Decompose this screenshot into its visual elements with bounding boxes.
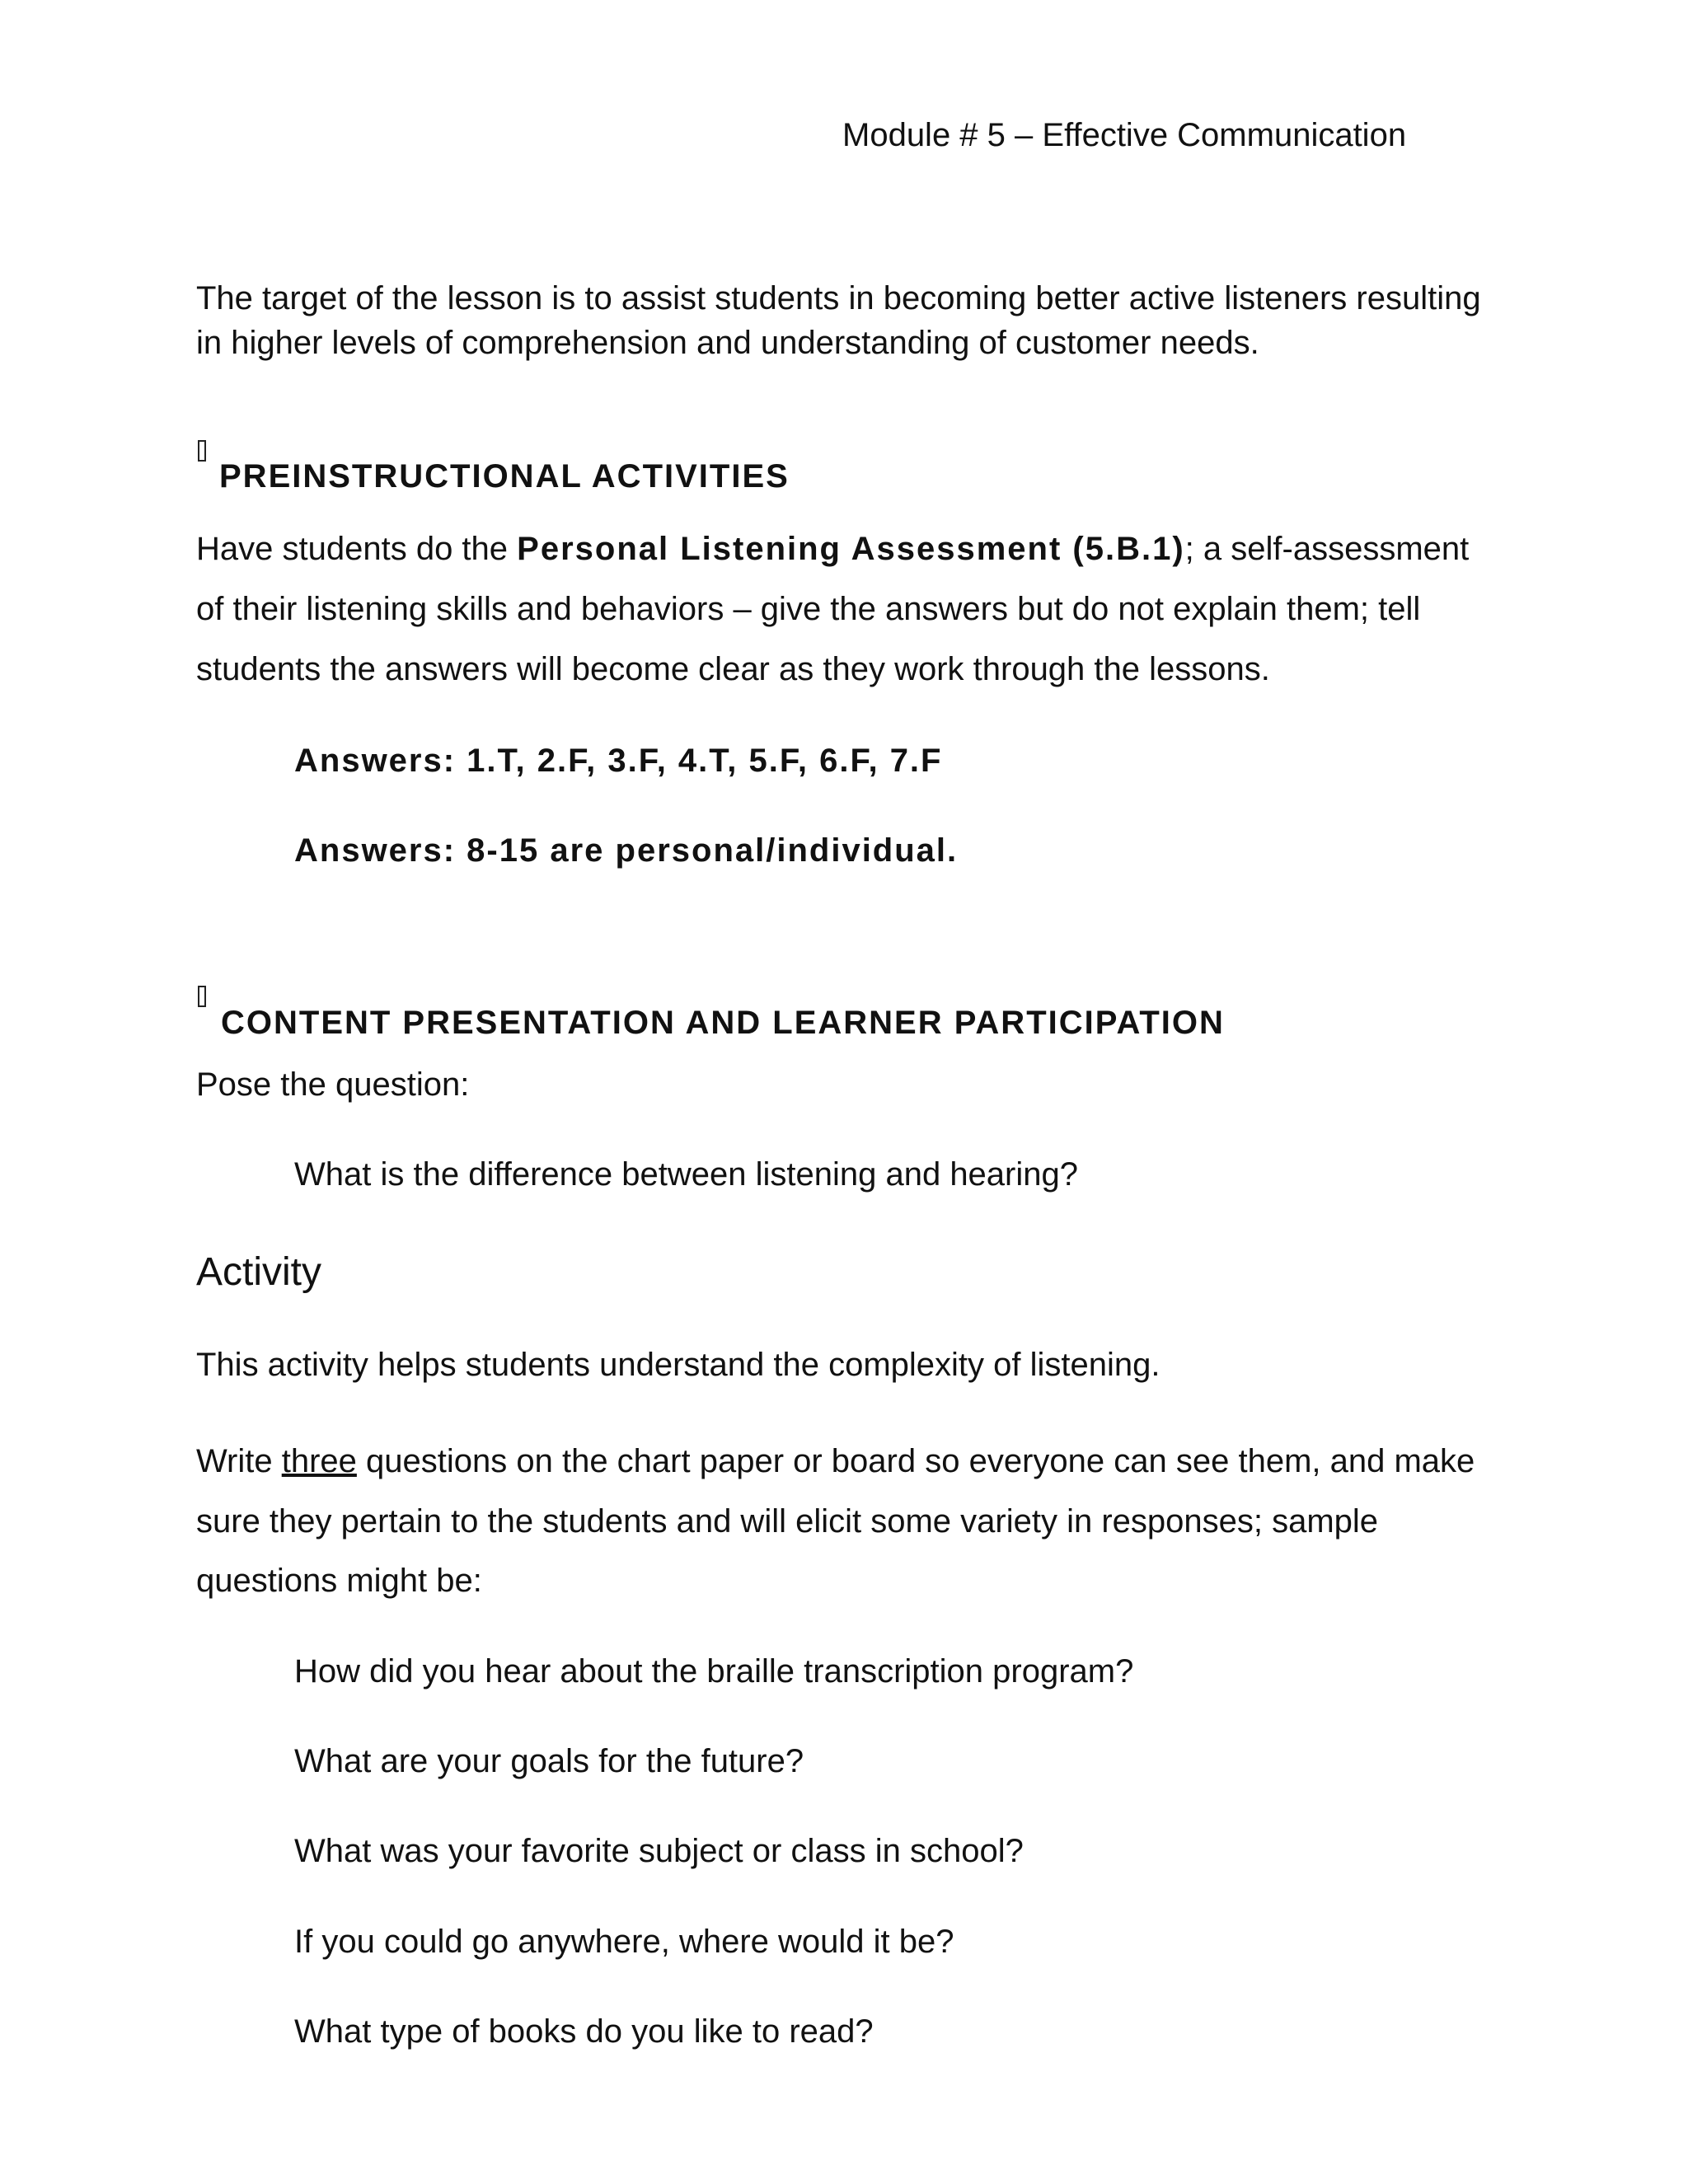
activity-write-line-1 <box>196 1445 1475 1478</box>
sample-question: How did you hear about the braille transcription program? <box>294 1653 1134 1690</box>
posed-question: What is the difference between listening and hearing? <box>294 1156 1078 1193</box>
bullet-box-icon <box>198 440 206 462</box>
write-text-after: questions on the chart paper or board so everyone can see them, and make <box>356 1443 1475 1479</box>
module-header: Module # 5 – Effective Communication <box>842 117 1407 153</box>
intro-line-2: in higher levels of comprehension and understanding of customer needs. <box>196 325 1259 361</box>
preinstructional-para-line-1 <box>196 532 1469 565</box>
write-text-before: Write <box>196 1443 282 1479</box>
preinstructional-para-line-3: students the answers will become clear as they work through the lessons. <box>196 651 1270 687</box>
sample-question: What are your goals for the future? <box>294 1743 804 1779</box>
sample-question: What was your favorite subject or class in school? <box>294 1833 1024 1869</box>
pose-question-label: Pose the question: <box>196 1066 470 1103</box>
activity-write-line-2: sure they pertain to the students and will elicit some variety in responses; sample <box>196 1503 1379 1540</box>
para-text-after: ; a self-assessment <box>1184 531 1470 567</box>
preinstructional-heading: PREINSTRUCTIONAL ACTIVITIES <box>219 458 790 494</box>
intro-line-1: The target of the lesson is to assist students in becoming better active listeners resulting <box>196 280 1481 316</box>
para-text-before: Have students do the <box>196 531 518 567</box>
write-emphasis: three <box>281 1443 357 1479</box>
activity-title: Activity <box>196 1250 322 1294</box>
answers-line-2: Answers: 8-15 are personal/individual. <box>294 832 959 869</box>
bullet-box-icon <box>198 986 206 1007</box>
activity-write-line-3: questions might be: <box>196 1563 482 1599</box>
answers-line-1: Answers: 1.T, 2.F, 3.F, 4.T, 5.F, 6.F, 7.F <box>294 743 943 779</box>
preinstructional-para-line-2: of their listening skills and behaviors – give the answers but do not explain them; tell <box>196 591 1421 627</box>
content-heading: CONTENT PRESENTATION AND LEARNER PARTICIPATION <box>221 1005 1225 1041</box>
sample-question: What type of books do you like to read? <box>294 2013 874 2050</box>
sample-question: If you could go anywhere, where would it be? <box>294 1924 954 1960</box>
activity-intro: This activity helps students understand the complexity of listening. <box>196 1347 1160 1383</box>
assessment-title: Personal Listening Assessment (5.B.1) <box>517 531 1185 567</box>
